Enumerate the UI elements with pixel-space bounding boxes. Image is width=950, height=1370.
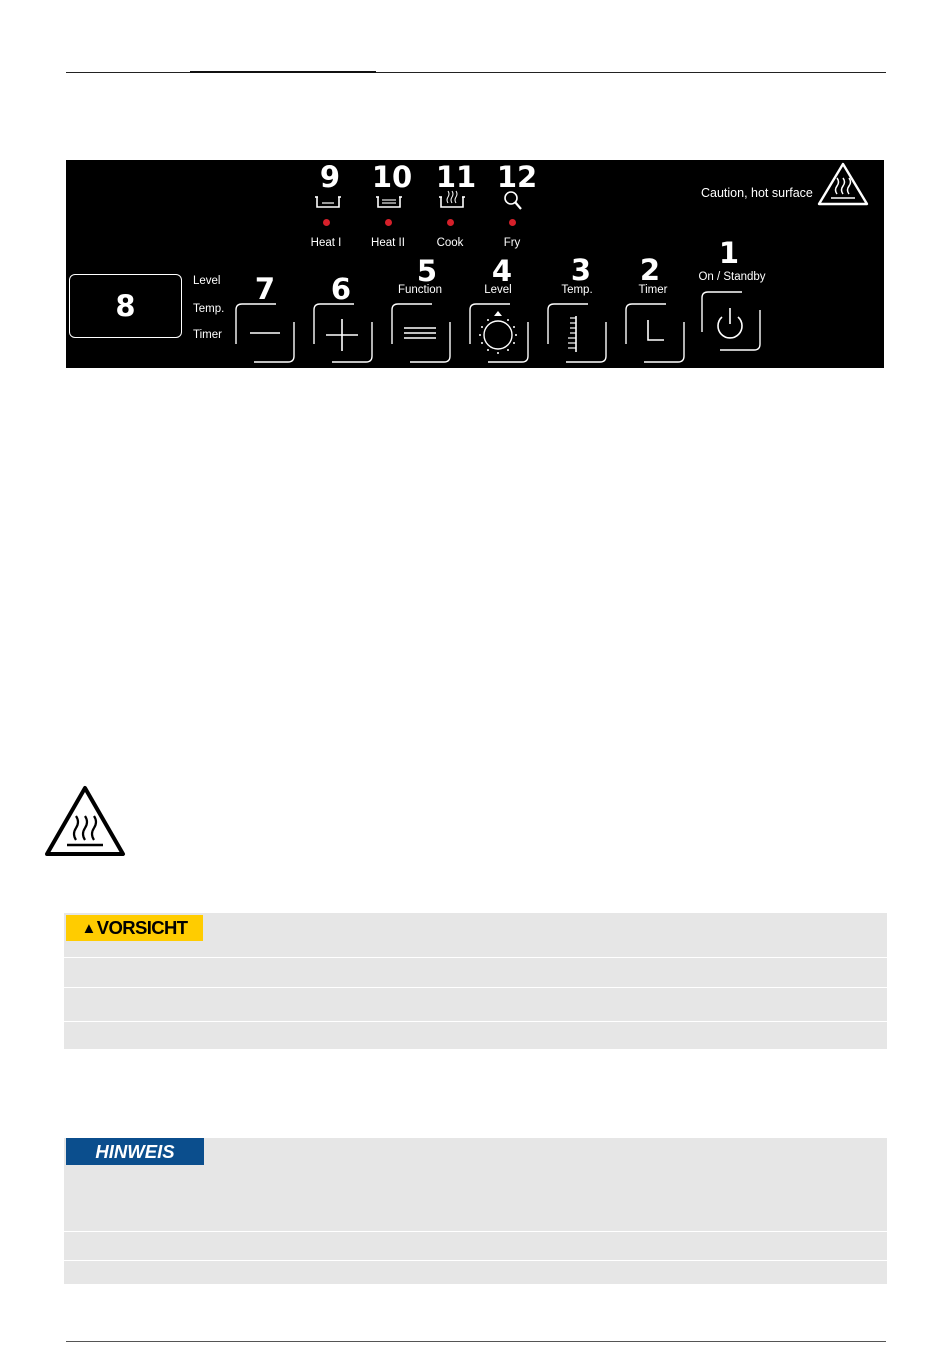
power-icon (700, 290, 762, 352)
minus-icon (234, 302, 296, 364)
key-label-on-standby: On / Standby (698, 271, 766, 283)
key-label-level: Level (484, 284, 512, 296)
indicator-label-cook: Cook (436, 237, 464, 249)
footer-rule (66, 1341, 886, 1342)
pot-low-icon (314, 193, 342, 215)
indicator-number-12: 12 (496, 160, 538, 194)
header-rule-accent (190, 71, 376, 73)
on-standby-key[interactable] (700, 290, 762, 352)
key-number-6: 6 (330, 272, 352, 306)
level-key[interactable] (468, 302, 530, 364)
control-panel-diagram (66, 160, 884, 368)
key-number-5: 5 (416, 254, 438, 288)
notice-divider (64, 1231, 887, 1232)
indicator-number-10: 10 (371, 160, 413, 194)
caution-badge-label: VORSICHT (96, 917, 188, 938)
caution-hot-surface-text: Caution, hot surface (701, 186, 813, 200)
display-label-temp: Temp. (193, 303, 225, 315)
header-rule (66, 72, 886, 73)
indicator-number-11: 11 (435, 160, 477, 194)
timer-corner-icon (624, 302, 686, 364)
indicator-label-fry: Fry (503, 237, 521, 249)
display-label-timer: Timer (193, 329, 222, 341)
key-label-temp: Temp. (561, 284, 593, 296)
hot-surface-warning-icon (816, 160, 870, 208)
key-label-function: Function (397, 284, 443, 296)
notice-divider (64, 1260, 887, 1261)
note-notice-box (64, 1138, 887, 1284)
display-window (69, 274, 182, 338)
key-number-2: 2 (639, 253, 661, 287)
warning-triangle-icon: ▲ (81, 919, 96, 937)
caution-notice-box (64, 913, 887, 1049)
key-label-timer: Timer (638, 284, 668, 296)
key-number-4: 4 (491, 254, 513, 288)
hot-surface-symbol-icon (43, 784, 127, 858)
indicator-number-9: 9 (319, 160, 341, 194)
plus-key[interactable] (312, 302, 374, 364)
indicator-led-12 (509, 219, 516, 226)
note-badge (66, 1138, 204, 1165)
notice-divider (64, 987, 887, 988)
pot-full-icon (375, 193, 403, 215)
note-badge-label: HINWEIS (95, 1140, 175, 1162)
indicator-led-11 (447, 219, 454, 226)
indicator-led-10 (385, 219, 392, 226)
menu-lines-icon (390, 302, 452, 364)
notice-divider (64, 957, 887, 958)
key-number-3: 3 (570, 253, 592, 287)
key-number-1: 1 (718, 236, 740, 270)
temp-key[interactable] (546, 302, 608, 364)
indicator-led-9 (323, 219, 330, 226)
minus-key[interactable] (234, 302, 296, 364)
key-number-7: 7 (254, 272, 276, 306)
function-key[interactable] (390, 302, 452, 364)
display-number-8: 8 (115, 289, 136, 323)
plus-icon (312, 302, 374, 364)
dial-icon (468, 302, 530, 364)
caution-badge (66, 915, 203, 941)
magnifier-icon (499, 190, 527, 212)
indicator-label-heat-1: Heat I (310, 237, 342, 249)
indicator-label-heat-2: Heat II (371, 237, 405, 249)
pot-steam-icon (438, 190, 466, 212)
notice-divider (64, 1021, 887, 1022)
display-label-level: Level (193, 275, 221, 287)
timer-key[interactable] (624, 302, 686, 364)
thermometer-scale-icon (546, 302, 608, 364)
